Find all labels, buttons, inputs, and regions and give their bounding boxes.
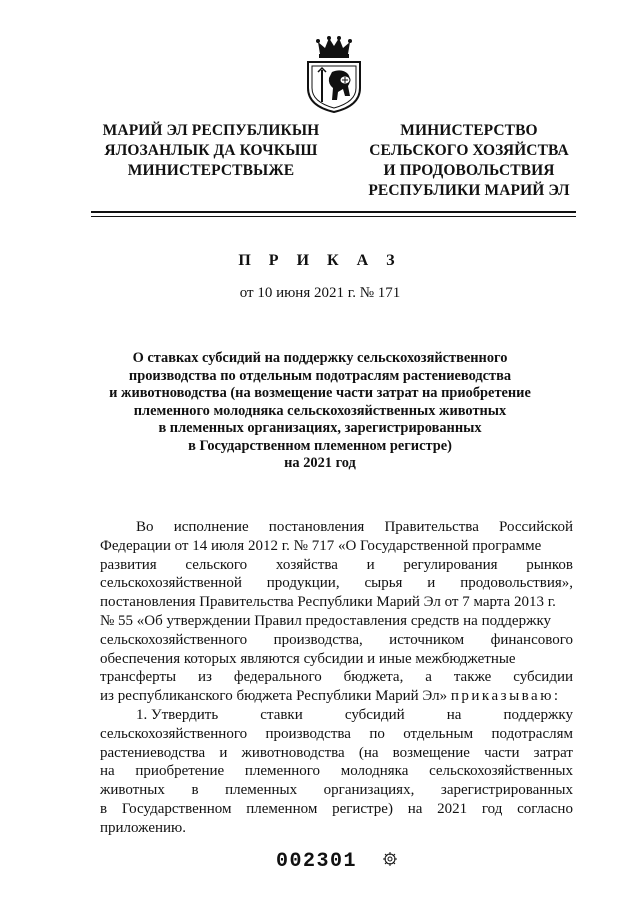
body-line: трансферты из федерального бюджета, а также субсидии bbox=[100, 669, 573, 686]
body-line: из республиканского бюджета Республики Марий Эл» приказываю: bbox=[100, 688, 561, 705]
body-line: сельскохозяйственной продукции, сырья и продовольствия», bbox=[100, 575, 573, 592]
document-title bbox=[100, 350, 540, 473]
header-line: РЕСПУБЛИКИ МАРИЙ ЭЛ bbox=[368, 182, 570, 199]
body-line: сельскохозяйственного производства по отдельным подотраслям bbox=[100, 725, 573, 742]
body-line: животных в племенных организациях, зарегистрированных bbox=[100, 782, 573, 799]
body-line: № 55 «Об утверждении Правил предоставления средств на поддержку bbox=[100, 612, 552, 629]
body-line: развития сельского хозяйства и регулирования рынков bbox=[100, 556, 573, 573]
rosette-mark-icon bbox=[383, 852, 397, 866]
body-line: приложению. bbox=[100, 819, 187, 836]
header-line: И ПРОДОВОЛЬСТВИЯ bbox=[383, 162, 555, 179]
header-divider-thin bbox=[91, 216, 576, 217]
body-line: растениеводства и животноводства (на возмещение части затрат bbox=[100, 744, 573, 761]
document-date-number: от 10 июня 2021 г. № 171 bbox=[239, 285, 401, 301]
document-body bbox=[100, 518, 573, 838]
body-line: на приобретение племенного молодняка сельскохозяйственных bbox=[100, 763, 573, 780]
title-line: на 2021 год bbox=[284, 455, 356, 471]
header-line: МИНИСТЕРСТВО bbox=[400, 122, 538, 139]
header-title-mari bbox=[102, 121, 320, 181]
title-line: в Государственном племенном регистре) bbox=[188, 437, 452, 454]
header-title-russian bbox=[355, 121, 583, 201]
serial-number: 002301 bbox=[276, 850, 358, 873]
header-line: ЯЛОЗАНЛЫК ДА КОЧКЫШ bbox=[104, 142, 318, 159]
body-line: постановления Правительства Республики Марий Эл от 7 марта 2013 г. bbox=[100, 594, 556, 611]
body-line: Во исполнение постановления Правительства Российской bbox=[136, 519, 573, 535]
title-line: производства по отдельным подотраслям растениеводства bbox=[128, 367, 512, 384]
header-line: МИНИСТЕРСТВЫЖЕ bbox=[127, 162, 295, 179]
title-line: и животноводства (на возмещение части затрат на приобретение bbox=[109, 385, 531, 401]
body-line: в Государственном племенном регистре) на 2021 год согласно bbox=[100, 800, 573, 817]
title-line: в племенных организациях, зарегистрированных bbox=[158, 420, 482, 436]
body-line: 1. Утвердить ставки субсидий на поддержку bbox=[136, 706, 573, 723]
body-line: обеспечения которых являются субсидии и иные межбюджетные bbox=[100, 650, 516, 667]
title-line: О ставках субсидий на поддержку сельскохозяйственного bbox=[132, 350, 508, 366]
header-line: МАРИЙ ЭЛ РЕСПУБЛИКЫН bbox=[102, 122, 320, 139]
body-line: Федерации от 14 июля 2012 г. № 717 «О Государственной программе bbox=[100, 537, 542, 554]
title-line: племенного молодняка сельскохозяйственных животных bbox=[133, 402, 507, 419]
order-verb: приказываю: bbox=[450, 688, 561, 705]
header-line: СЕЛЬСКОГО ХОЗЯЙСТВА bbox=[369, 142, 569, 159]
header-divider-thick bbox=[91, 211, 576, 213]
coat-of-arms-icon bbox=[302, 36, 366, 114]
body-line: сельскохозяйственного производства, источником финансового bbox=[100, 631, 573, 648]
document-type: П Р И К А З bbox=[238, 252, 402, 269]
